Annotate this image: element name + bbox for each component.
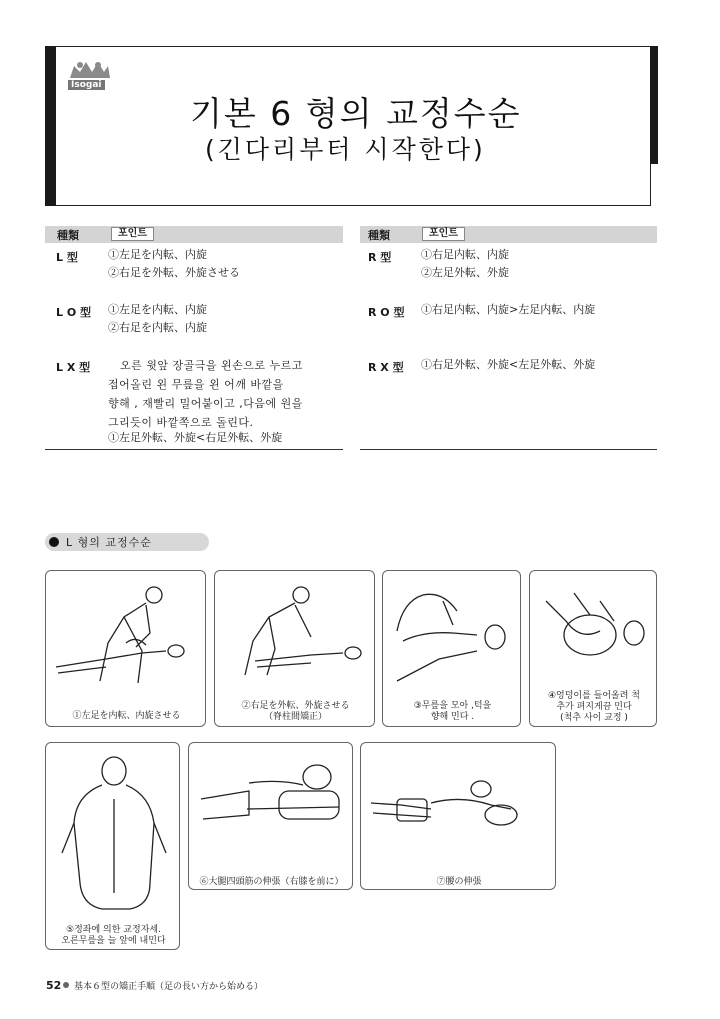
lying-patient-illustration-icon [361,743,556,890]
type-label-lx: L X 型 [56,361,91,374]
table-header-right [360,226,657,243]
illustration-panel-3 [382,570,521,727]
table-rule-right [360,449,657,450]
panel-caption: ③무릎을 모아 ,턱을 [413,701,492,711]
page-number: 52 [46,979,62,992]
panel-caption: ⑥大腿四頭筋の伸張（右膝を前に） [199,877,344,887]
type-header: 種類 [57,229,79,242]
point-line: ①右足内転、内旋>左足内転、内旋 [421,303,596,316]
type-header: 種類 [368,229,390,242]
running-footer: 基本６型の矯正手順（足の長い方から始める） [74,982,264,992]
point-line: ①右足外転、外旋<左足外転、外旋 [421,358,596,371]
type-label-rx: R X 型 [368,361,404,374]
panel-caption: ①左足を内転、内旋させる [72,711,181,721]
panel-caption: （脊柱間矯正） [263,712,327,722]
point-line: 오른 윗앞 장골극을 왼손으로 누르고 [120,359,303,372]
panel-caption: 향해 민다 . [430,712,475,722]
panel-caption: ④엉덩이를 들어올려 척 [547,691,641,701]
table-rule-left [45,449,343,450]
bullet-icon [49,537,59,547]
illustration-panel-7 [360,742,556,890]
type-label-lo: L O 型 [56,306,92,319]
illustration-panel-6 [188,742,353,890]
panel-caption: ⑤정좌에 의한 교정자세. [66,925,161,935]
title-bar-right [650,46,658,164]
point-line: ①左足を内転、内旋 [108,248,207,261]
point-line: 그리듯이 바깥쪽으로 돌린다. [108,416,254,429]
point-line: ①左足を内転、内旋 [108,303,207,316]
practitioner-patient-illustration-icon [46,571,206,727]
point-header: 포인트 [111,227,154,241]
illustration-panel-1 [45,570,206,727]
seated-patient-illustration-icon [46,743,180,950]
panel-caption: 오른무릎을 늘 앞에 내민다 [61,936,166,946]
point-line: ②左足外転、外旋 [421,266,509,279]
panel-caption: (척추 사이 교정 ) [560,713,628,723]
panel-caption: 추가 펴지게끔 민다 [556,702,632,712]
point-line: ②右足を内転、内旋 [108,321,207,334]
panel-caption: ⑦腰の伸張 [436,877,482,887]
section-title: L 형의 교정수순 [66,536,152,549]
isogai-logo-icon [66,56,112,96]
panel-caption: ②右足を外転、外旋させる [241,701,350,711]
illustration-panel-4 [529,570,657,727]
lying-patient-illustration-icon [189,743,353,890]
page-subtitle: (긴다리부터 시작한다) [205,135,486,164]
illustration-panel-5 [45,742,180,950]
point-header: 포인트 [422,227,465,241]
logo-text: Isogai [68,80,105,90]
point-line: ①左足外転、外旋<右足外転、外旋 [108,431,283,444]
point-line: 향해 , 재빨리 밀어붙이고 ,다음에 원을 [108,397,303,410]
illustration-panel-2 [214,570,375,727]
type-label-l: L 型 [56,251,78,264]
type-label-r: R 型 [368,251,392,264]
table-header-left [45,226,343,243]
bullet-icon [63,982,69,988]
page-title: 기본 6 형의 교정수순 [190,94,522,133]
type-label-ro: R O 型 [368,306,405,319]
point-line: ②右足を外転、外旋させる [108,266,240,279]
point-line: ①右足内転、内旋 [421,248,509,261]
point-line: 접어올린 왼 무릎을 왼 어깨 바깥을 [108,378,284,391]
title-bar-left [45,46,56,206]
